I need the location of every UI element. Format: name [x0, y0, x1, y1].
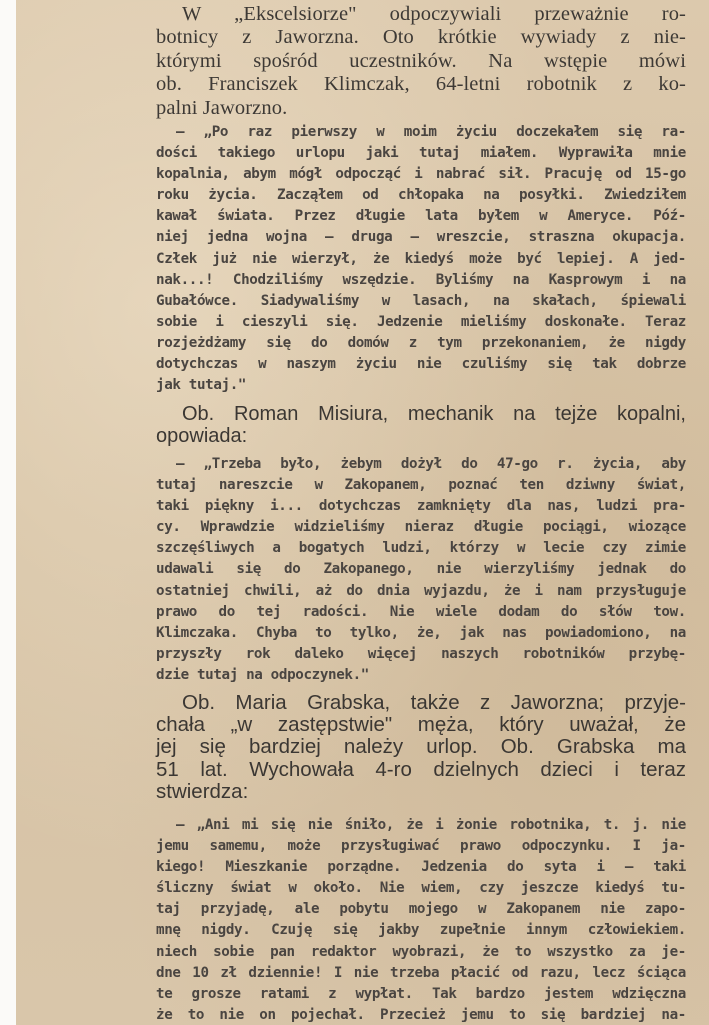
text-line: nak...! Chodziliśmy wszędzie. Byliśmy na Kasprowym i na: [156, 271, 686, 288]
text-line: botnicy z Jaworzna. Oto krótkie wywiady z nie-: [156, 26, 686, 49]
text-line: ob. Franciszek Klimczak, 64-letni robotnik z ko-: [156, 73, 686, 96]
text-line: jemu samemu, może przysługiwać prawo odpoczynku. I ja-: [156, 838, 686, 855]
text-line: chała „w zastępstwie" męża, który uważał, że: [156, 713, 686, 737]
text-line: kopalnia, abym mógł odpocząć i nabrać sił. Pracuję od 15-go: [156, 166, 686, 183]
text-line: dotychczas w naszym życiu nie czuliśmy się tak dobrze: [156, 356, 686, 373]
speaker-grabska: [156, 692, 686, 803]
text-line: niech sobie pan redaktor wyobrazi, że to wszystko za je-: [156, 943, 686, 960]
text-line: niej jedna wojna — druga — wreszcie, straszna okupacja.: [156, 229, 686, 246]
text-line: że to nie on pojechał. Przecież jemu to się bardziej na-: [156, 1006, 686, 1023]
text-line: mnę nigdy. Czuję się jakby zupełnie innym człowiekiem.: [156, 922, 686, 939]
text-line: rozjeżdżamy się do domów z tym przekonaniem, że nigdy: [156, 334, 686, 351]
text-line: Ob. Roman Misiura, mechanik na tejże kopalni,: [182, 403, 686, 425]
quote-klimczak: [156, 122, 686, 396]
text-line: udawali się do Zakopanego, nie wierzyliśmy jednak do: [156, 561, 686, 578]
text-line: dne 10 zł dziennie! I nie trzeba płacić od razu, lecz ściąca: [156, 964, 686, 981]
text-line: te grosze ratami z wypłat. Tak bardzo jestem wdzięczna: [156, 985, 686, 1002]
text-line: cy. Wprawdzie widzieliśmy nieraz długie pociągi, wiozące: [156, 519, 686, 536]
text-line: jak tutaj.": [156, 377, 247, 394]
text-line: Klimczaka. Chyba to tylko, że, jak nas powiadomiono, na: [156, 624, 686, 641]
text-line: przyszły rok daleko więcej naszych robotników przybę-: [156, 645, 686, 662]
text-line: Gubałówce. Siadywaliśmy w lasach, na skałach, śpiewali: [156, 292, 686, 309]
text-line: kawał świata. Przez długie lata byłem w Ameryce. Póź-: [156, 208, 686, 225]
text-line: stwierdza:: [156, 779, 249, 803]
text-line: jej się bardziej należy urlop. Ob. Grabska ma: [156, 735, 686, 759]
quote-grabska: [156, 815, 686, 1025]
text-line: W „Ekscelsiorze" odpoczywiali przeważnie ro-: [182, 3, 686, 25]
text-line: sobie i cieszyli się. Jedzenie mieliśmy doskonałe. Teraz: [156, 313, 686, 330]
quote-misiura: [156, 454, 686, 686]
text-line: 51 lat. Wychowała 4-ro dzielnych dzieci i teraz: [156, 757, 686, 781]
speaker-misiura: [156, 403, 686, 448]
text-line: szczęśliwych a bogatych ludzi, którzy w lecie czy zimie: [156, 540, 686, 557]
text-line: taki piękny i... dotychczas zamknięty dla nas, ludzi pra-: [156, 498, 686, 515]
text-line: tutaj nareszcie w Zakopanem, poznać ten dziwny świat,: [156, 477, 686, 494]
text-line: Człek już nie wierzył, że kiedyś może być lepiej. A jed-: [156, 250, 686, 267]
text-line: roku życia. Zacząłem od chłopaka na posyłki. Zwiedziłem: [156, 187, 686, 204]
text-line: taj przyjadę, ale pobytu mojego w Zakopanem nie zapo-: [156, 901, 686, 918]
text-line: śliczny świat w około. Nie wiem, czy jeszcze kiedyś tu-: [156, 880, 686, 897]
text-line: prawo do tej radości. Nie wiele dodam do słów tow.: [156, 603, 686, 620]
text-line: — „Trzeba było, żebym dożył do 47-go r. życia, aby: [176, 456, 686, 472]
text-line: Ob. Maria Grabska, także z Jaworzna; przyje-: [182, 691, 686, 714]
text-line: kiego! Mieszkanie porządne. Jedzenia do syta i — taki: [156, 859, 686, 876]
text-line: którymi spośród uczestników. Na wstępie mówi: [156, 49, 686, 72]
text-line: dości takiego urlopu jaki tutaj miałem. Wyprawiła mnie: [156, 145, 686, 162]
text-line: — „Ani mi się nie śniło, że i żonie robotnika, t. j. nie: [176, 817, 686, 833]
text-line: opowiada:: [156, 425, 248, 448]
text-line: dzie tutaj na odpoczynek.": [156, 666, 369, 683]
text-line: palni Jaworzno.: [156, 96, 288, 119]
intro-paragraph: [156, 3, 686, 120]
text-line: ostatniej chwili, aż do dnia wyjazdu, że i nam przysługuje: [156, 582, 686, 599]
text-line: — „Po raz pierwszy w moim życiu doczekałem się ra-: [176, 124, 686, 140]
page-margin: [0, 0, 16, 1025]
